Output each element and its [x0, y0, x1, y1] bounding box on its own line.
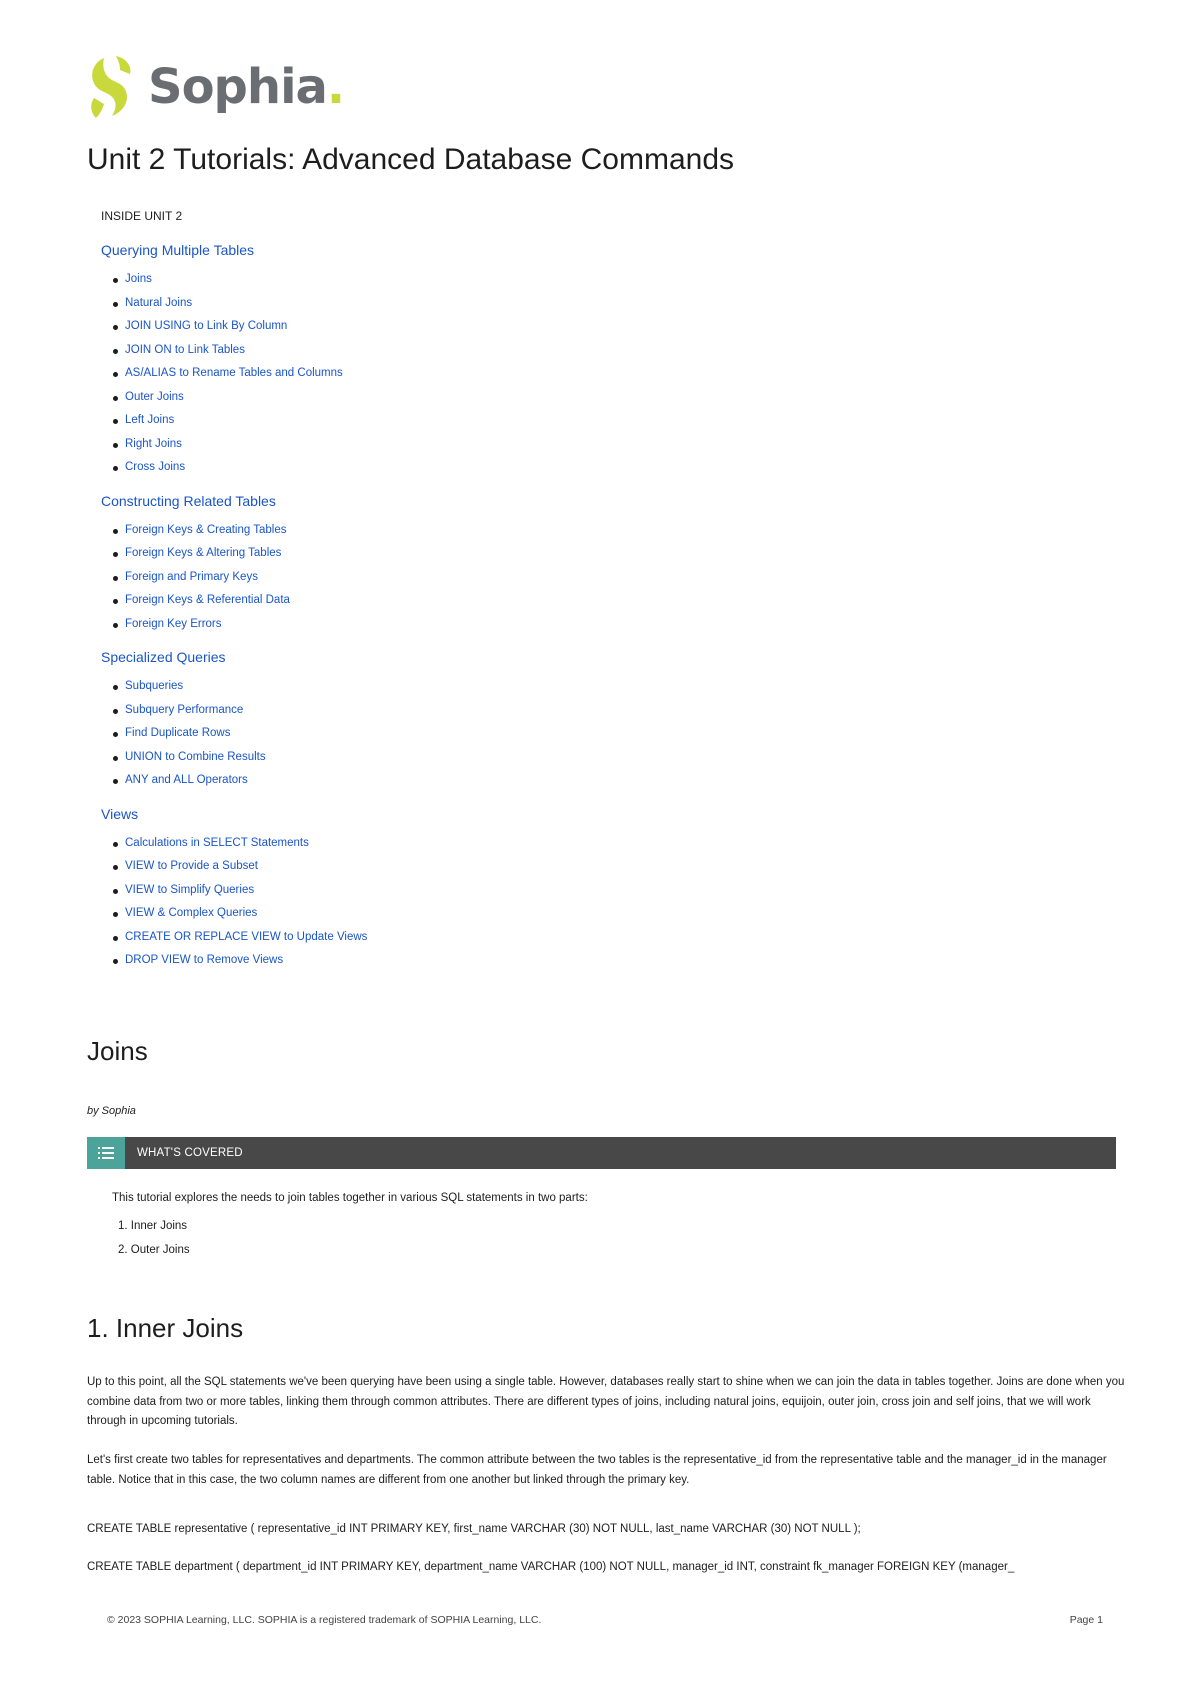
- toc-item-link[interactable]: VIEW & Complex Queries: [101, 902, 701, 926]
- toc-item-link[interactable]: Right Joins: [101, 433, 701, 457]
- toc-section-views: [101, 804, 701, 973]
- toc-item-link[interactable]: Calculations in SELECT Statements: [101, 832, 701, 856]
- whats-covered-banner: [87, 1137, 1116, 1169]
- toc-item-link[interactable]: VIEW to Provide a Subset: [101, 855, 701, 879]
- list-item: 1. Inner Joins: [118, 1220, 188, 1232]
- toc-item-link[interactable]: AS/ALIAS to Rename Tables and Columns: [101, 362, 701, 386]
- sophia-logo-icon: [86, 54, 136, 120]
- paragraph: Up to this point, all the SQL statements we've been querying have been using a single table. However, databases really start to shine when we can join the data in tables together. Joins are done when you combine data from two or more tables, linking them through common attributes. There are different types of joins, including natural joins, equijoin, outer join, cross join and self joins, that we will work through in upcoming tutorials.: [87, 1376, 1125, 1427]
- sophia-logo: [86, 54, 344, 120]
- inside-unit-label: INSIDE UNIT 2: [101, 209, 183, 223]
- section-title: 1. Inner Joins: [87, 1313, 244, 1343]
- list-item: 2. Outer Joins: [118, 1244, 190, 1256]
- toc-item-link[interactable]: CREATE OR REPLACE VIEW to Update Views: [101, 926, 701, 950]
- sql-statement: CREATE TABLE representative ( representative_id INT PRIMARY KEY, first_name VARCHAR (30) NOT NULL, last_name VARCHAR (30) NOT NULL );: [87, 1523, 861, 1535]
- toc-item-link[interactable]: Left Joins: [101, 409, 701, 433]
- list-icon: [87, 1137, 125, 1169]
- unit-title: Unit 2 Tutorials: Advanced Database Commands: [87, 143, 735, 176]
- toc-heading-link[interactable]: Specialized Queries: [101, 649, 226, 665]
- toc-section-specialized: [101, 647, 701, 793]
- sql-statement: CREATE TABLE department ( department_id INT PRIMARY KEY, department_name VARCHAR (100) NOT NULL, manager_id INT, constraint fk_manager FOREIGN KEY (manager_: [87, 1561, 1015, 1573]
- covered-intro: This tutorial explores the needs to join tables together in various SQL statements in two parts:: [112, 1192, 588, 1204]
- paragraph: Let's first create two tables for representatives and departments. The common attribute between the two tables is the representative_id from the representative table and the manager_id in the manager table. Notice that in this case, the two column names are different from one another but linked through the primary key.: [87, 1454, 1107, 1486]
- toc-item-link[interactable]: Foreign Key Errors: [101, 613, 701, 637]
- toc-item-link[interactable]: Subquery Performance: [101, 699, 701, 723]
- toc-item-link[interactable]: Foreign Keys & Referential Data: [101, 589, 701, 613]
- footer-copyright: © 2023 SOPHIA Learning, LLC. SOPHIA is a registered trademark of SOPHIA Learning, LLC.: [107, 1614, 542, 1626]
- table-of-contents: [101, 240, 701, 984]
- toc-item-link[interactable]: Foreign and Primary Keys: [101, 566, 701, 590]
- whats-covered-label: WHAT'S COVERED: [137, 1147, 243, 1159]
- toc-heading-link[interactable]: Views: [101, 805, 139, 822]
- toc-item-link[interactable]: VIEW to Simplify Queries: [101, 879, 701, 903]
- tutorial-title: Joins: [87, 1036, 148, 1066]
- toc-section-constructing: [101, 491, 701, 637]
- toc-item-link[interactable]: Find Duplicate Rows: [101, 722, 701, 746]
- covered-list: [118, 1214, 190, 1262]
- toc-section-querying: [101, 240, 701, 480]
- toc-item-link[interactable]: JOIN USING to Link By Column: [101, 315, 701, 339]
- toc-heading-link[interactable]: Querying Multiple Tables: [101, 242, 255, 258]
- toc-item-link[interactable]: Foreign Keys & Creating Tables: [101, 519, 701, 543]
- toc-item-link[interactable]: DROP VIEW to Remove Views: [101, 949, 701, 973]
- toc-item-link[interactable]: Subqueries: [101, 675, 701, 699]
- toc-item-link[interactable]: UNION to Combine Results: [101, 746, 701, 770]
- toc-item-link[interactable]: Foreign Keys & Altering Tables: [101, 542, 701, 566]
- toc-item-link[interactable]: Outer Joins: [101, 386, 701, 410]
- toc-item-link[interactable]: ANY and ALL Operators: [101, 769, 701, 793]
- page-number: Page 1: [1069, 1614, 1103, 1626]
- logo-wordmark: Sophia.: [148, 59, 345, 115]
- toc-item-link[interactable]: Joins: [101, 268, 701, 292]
- toc-item-link[interactable]: Cross Joins: [101, 456, 701, 480]
- toc-item-link[interactable]: JOIN ON to Link Tables: [101, 339, 701, 363]
- toc-item-link[interactable]: Natural Joins: [101, 292, 701, 316]
- byline: by Sophia: [87, 1105, 136, 1117]
- toc-heading-link[interactable]: Constructing Related Tables: [101, 492, 276, 509]
